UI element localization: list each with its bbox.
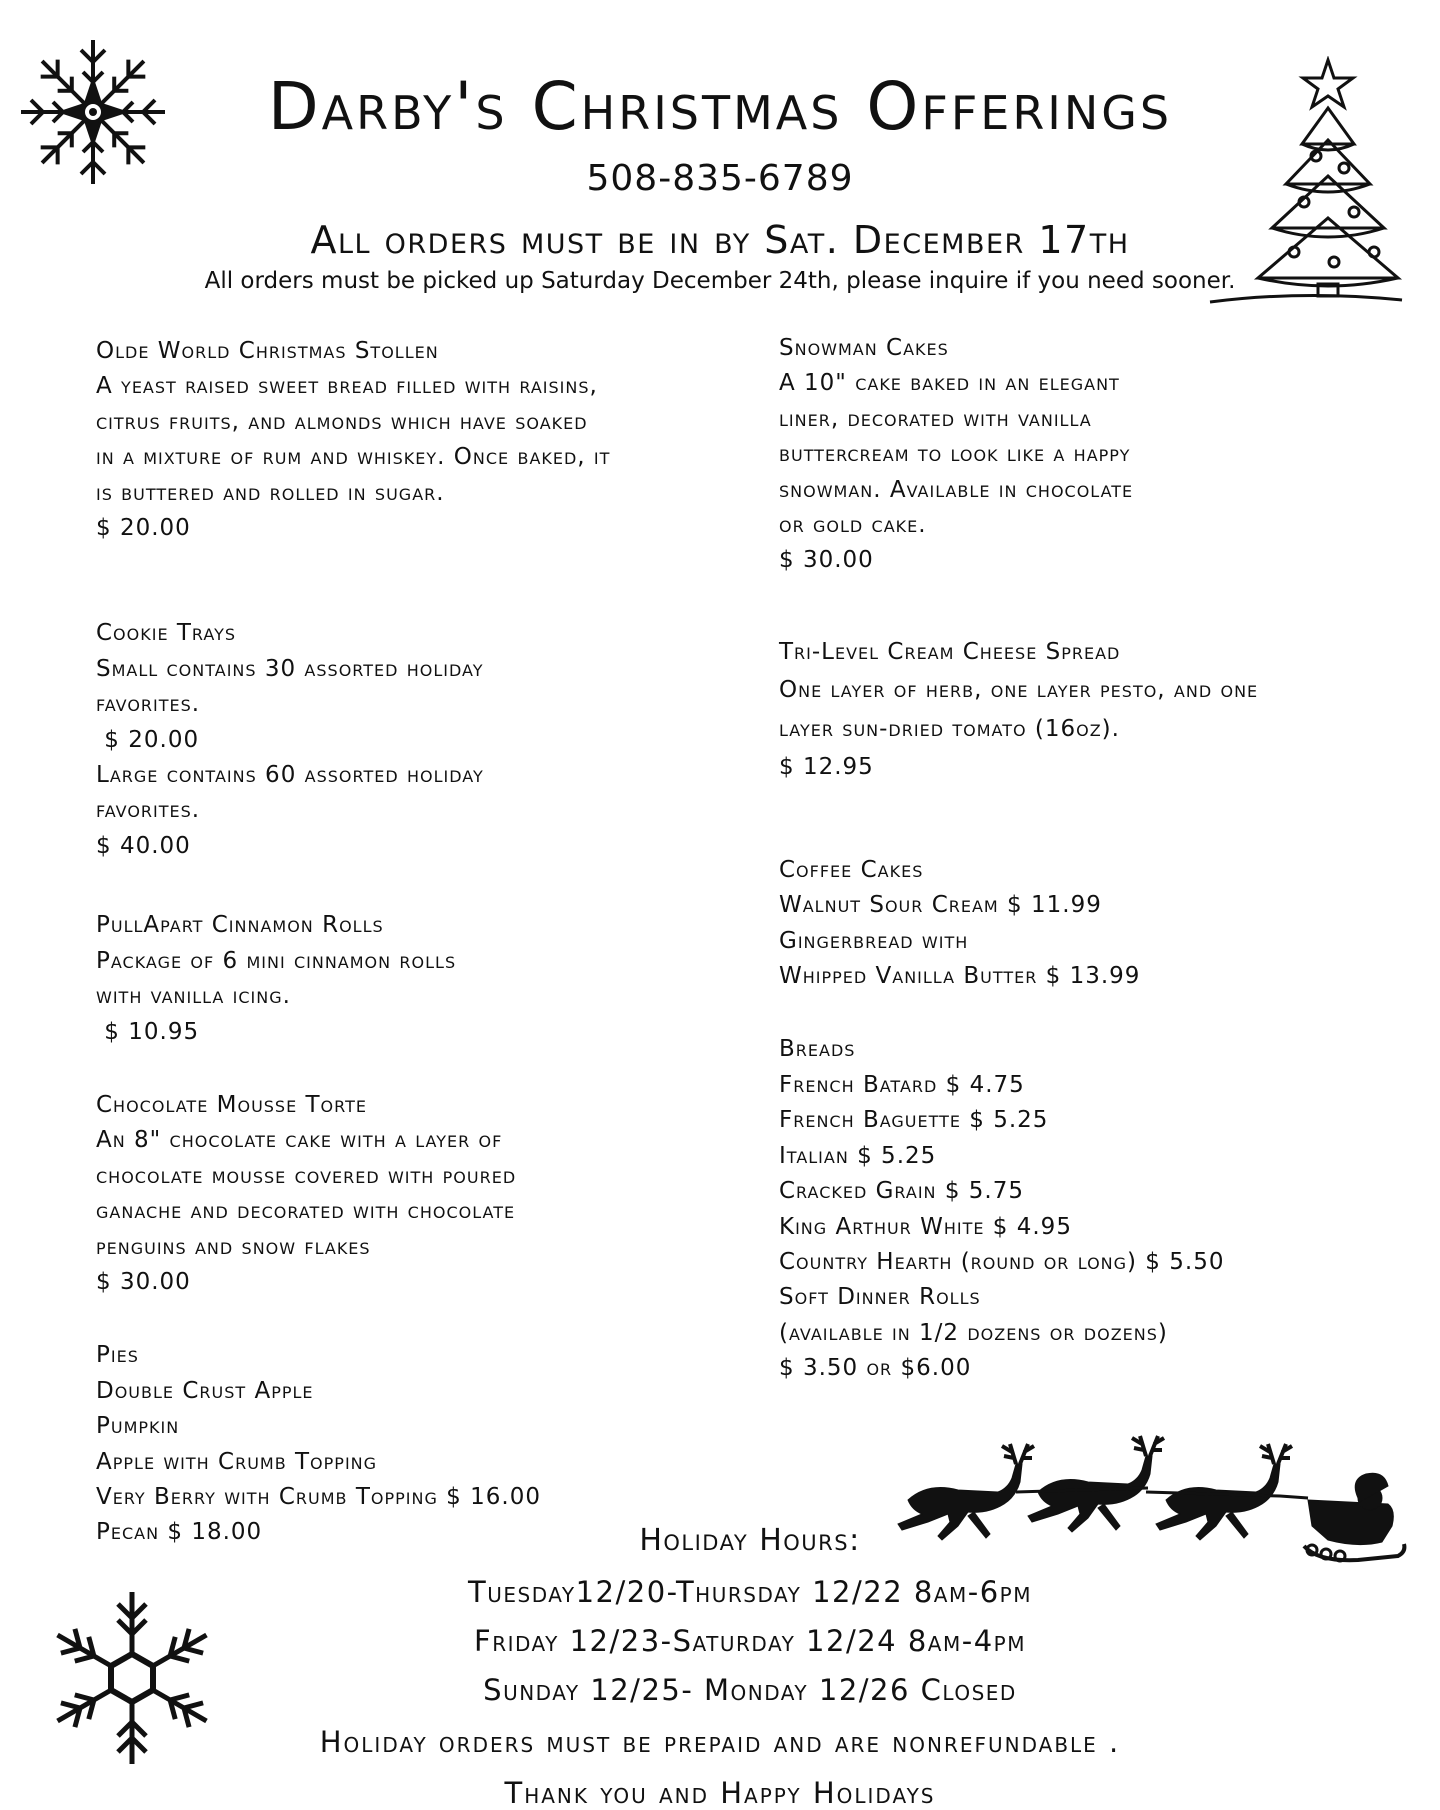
item-line: Apple with Crumb Topping [96,1448,378,1475]
christmas-tree-icon [1204,56,1404,308]
item-price: $ 30.00 [779,547,874,574]
item-price: $ 20.00 [96,726,200,753]
item-line: Very Berry with Crumb Topping $ 16.00 [96,1483,541,1510]
order-deadline: All orders must be in by Sat. December 17th [310,218,1130,262]
item-line: is buttered and rolled in sugar. [96,479,445,506]
item-title: Coffee Cakes [779,856,924,883]
item-price: $ 40.00 [96,832,191,859]
item-line: Gingerbread with [779,927,969,954]
item-line: Pumpkin [96,1413,180,1440]
item-price: $ 30.00 [96,1268,191,1295]
menu-item-cookie-trays [96,616,696,864]
item-line: citrus fruits, and almonds which have soaked [96,408,588,435]
menu-item-stollen [96,334,696,546]
item-line: buttercream to look like a happy [779,441,1131,468]
item-title: Tri-Level Cream Cheese Spread [779,638,1121,665]
item-line: An 8" chocolate cake with a layer of [96,1127,503,1154]
snowflake-icon [8,32,178,192]
item-line: A yeast raised sweet bread filled with raisins, [96,373,598,400]
thanks-note: Thank you and Happy Holidays [504,1776,936,1810]
item-line: French Batard $ 4.75 [779,1071,1025,1098]
item-line: (available in 1/2 dozens or dozens) [779,1319,1168,1346]
item-line: chocolate mousse covered with poured [96,1162,517,1189]
item-price: $ 20.00 [96,515,191,542]
item-title: Cookie Trays [96,620,237,647]
item-price: $ 3.50 or $6.00 [779,1355,972,1382]
item-line: Pecan $ 18.00 [96,1519,263,1546]
item-line: ganache and decorated with chocolate [96,1198,516,1225]
hours-title: Holiday Hours: [639,1523,861,1558]
item-title: Chocolate Mousse Torte [96,1091,367,1118]
prepaid-note: Holiday orders must be prepaid and are nonrefundable . [319,1725,1121,1759]
pickup-note: All orders must be picked up Saturday December 24th, please inquire if you need sooner. [204,268,1236,294]
item-price: $ 12.95 [779,754,874,781]
item-line: layer sun-dried tomato (16oz). [779,715,1120,742]
item-line: or gold cake. [779,512,927,539]
item-line: Walnut Sour Cream $ 11.99 [779,892,1102,919]
item-line: A 10" cake baked in an elegant [779,370,1120,397]
item-line: Small contains 30 assorted holiday [96,655,484,682]
menu-item-mousse-torte [96,1088,696,1300]
item-line: favorites. [96,797,201,824]
hours-line: Friday 12/23-Saturday 12/24 8am-4pm [474,1624,1026,1658]
item-title: Pies [96,1342,139,1369]
menu-item-coffee-cakes [779,853,1399,995]
item-line: snowman. Available in chocolate [779,476,1134,503]
item-line: Large contains 60 assorted holiday [96,762,484,789]
item-price: $ 10.95 [96,1018,200,1045]
item-line: Whipped Vanilla Butter $ 13.99 [779,963,1141,990]
page-title: Darby's Christmas Offerings [267,68,1173,145]
item-line: Package of 6 mini cinnamon rolls [96,947,457,974]
menu-item-breads [779,1032,1399,1386]
item-line: King Arthur White $ 4.95 [779,1213,1072,1240]
menu-column-right [779,331,1399,1387]
menu-item-snowman-cakes [779,331,1399,579]
menu-column-left [96,334,696,1551]
item-line: French Baguette $ 5.25 [779,1107,1049,1134]
item-line: liner, decorated with vanilla [779,405,1092,432]
item-line: in a mixture of rum and whiskey. Once baked, it [96,444,611,471]
holiday-hours [300,1523,1200,1715]
item-title: PullApart Cinnamon Rolls [96,912,384,939]
item-line: Italian $ 5.25 [779,1142,937,1169]
item-line: Soft Dinner Rolls [779,1284,981,1311]
item-line: favorites. [96,691,201,718]
menu-item-cream-cheese-spread [779,633,1399,787]
item-line: One layer of herb, one layer pesto, and one [779,677,1259,704]
menu-item-pies [96,1338,696,1550]
item-line: Country Hearth (round or long) $ 5.50 [779,1248,1225,1275]
item-title: Snowman Cakes [779,335,949,361]
item-line: Double Crust Apple [96,1377,314,1404]
item-title: Olde World Christmas Stollen [96,338,439,364]
hours-line: Tuesday12/20-Thursday 12/22 8am-6pm [468,1575,1032,1609]
item-line: with vanilla icing. [96,983,291,1010]
menu-item-cinnamon-rolls [96,908,696,1050]
phone-number: 508-835-6789 [586,158,854,199]
item-line: Cracked Grain $ 5.75 [779,1178,1024,1205]
item-title: Breads [779,1036,856,1063]
hours-line: Sunday 12/25- Monday 12/26 Closed [483,1673,1017,1707]
item-line: penguins and snow flakes [96,1233,371,1260]
